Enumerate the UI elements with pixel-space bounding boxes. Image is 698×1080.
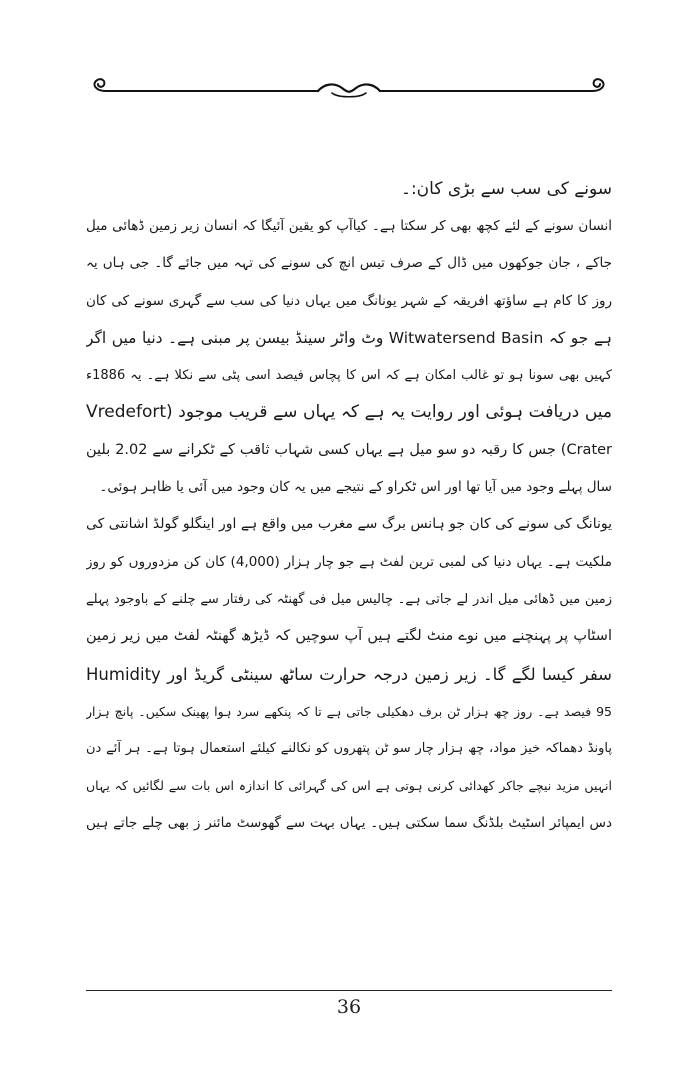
page-body xyxy=(86,170,612,842)
text-line: اسٹاپ پر پہنچنے میں نوے منٹ لگتے ہیں آپ سوچیں کہ ڈیڑھ گھنٹہ لفٹ میں زیر زمین xyxy=(86,628,612,645)
text-line: انہیں مزید نیچے جاکر کھدائی کرنی ہوتی ہے اس کی گہرائی کا اندازہ اس بات سے لگائیں کہ یہاں xyxy=(86,778,612,794)
text-line: روز کا کام ہے ساؤتھ افریقہ کے شہر یونانگ میں یہاں دنیا کی سب سے گہری سونے کی کان xyxy=(86,292,612,309)
text-line: 95 فیصد ہے۔ روز چھ ہزار ٹن برف دھکیلی جاتی ہے تا کہ پنکھے سرد ہوا پھینک سکیں۔ پانچ ہزار xyxy=(86,703,612,719)
text-line: ہے جو کہ Witwatersend Basin وٹ واٹر سینڈ بیسن پر مبنی ہے۔ دنیا میں اگر xyxy=(86,328,612,347)
text-line: دس ایمپائر اسٹیٹ بلڈنگ سما سکتی ہیں۔ یہاں بہت سے گھوسٹ مائنر ز بھی چلے جاتے ہیں xyxy=(86,814,612,831)
text-line: یونانگ کی سونے کی کان جو ہانس برگ سے مغرب میں واقع ہے اور اینگلو گولڈ اشانتی کی xyxy=(86,516,612,533)
page-number: 36 xyxy=(336,996,362,1018)
header-ornament xyxy=(86,76,612,102)
section-heading: سونے کی سب سے بڑی کان:۔ xyxy=(400,179,612,199)
text-line: زمین میں ڈھائی میل اندر لے جاتی ہے۔ چالیس میل فی گھنٹہ کی رفتار سے چلنے کے باوجود پہلے xyxy=(86,591,612,607)
footer-rule xyxy=(86,990,612,991)
text-line: ملکیت ہے۔ یہاں دنیا کی لمبی ترین لفٹ ہے جو چار ہزار (4,000) کان کن مزدوروں کو روز xyxy=(86,553,612,570)
text-line: جاکے ، جان جوکھوں میں ڈال کے صرف تیس انچ کی سونے کی تہہ میں جائے گا۔ جی ہاں یہ xyxy=(86,255,612,272)
text-line: سفر کیسا لگے گا۔ زیر زمین درجہ حرارت ساٹھ سینٹی گریڈ اور Humidity xyxy=(86,664,612,684)
text-line: پاونڈ دھماکہ خیز مواد، چھ ہزار چار سو ٹن پتھروں کو نکالنے کیلئے استعمال ہوتا ہے۔ ہر آئے دن xyxy=(86,741,612,757)
text-line: کہیں بھی سونا ہو تو غالب امکان ہے کہ اس کا پچاس فیصد اسی پٹی سے نکلا ہے۔ یہ 1886ء xyxy=(86,368,612,384)
text-line: Crater) جس کا رقبہ دو سو میل ہے یہاں کسی شہاب ثاقب کے ٹکرانے سے 2.02 بلین xyxy=(86,441,612,458)
text-line: سال پہلے وجود میں آیا تھا اور اس ٹکراو کے نتیجے میں یہ کان وجود میں آئی یا ظاہر ہوئی۔ xyxy=(99,479,612,496)
text-line: انسان سونے کے لئے کچھ بھی کر سکتا ہے۔ کیاآپ کو یقین آئیگا کہ انسان زیر زمین ڈھائی میل xyxy=(86,218,612,234)
text-line: میں دریافت ہوئی اور روایت یہ ہے کہ یہاں سے قریب موجود (Vredefort xyxy=(86,402,612,423)
